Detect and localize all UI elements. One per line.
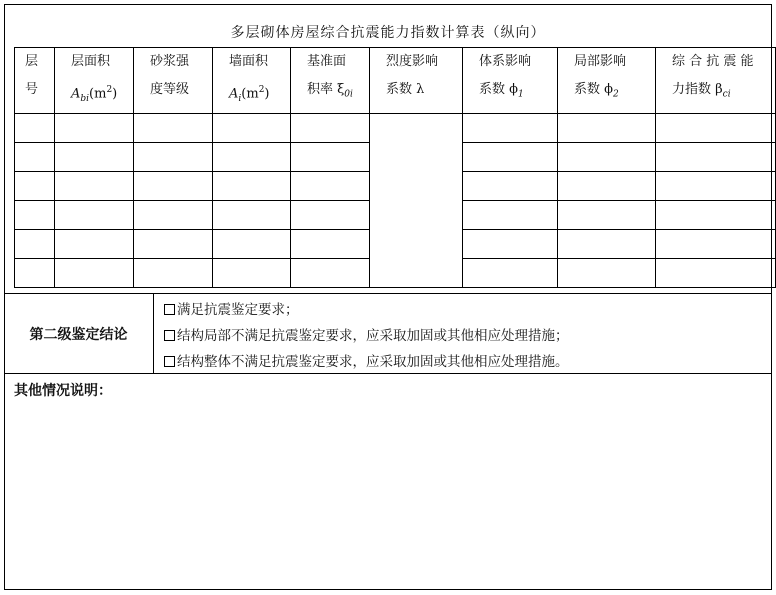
table-cell[interactable]	[656, 171, 776, 200]
table-cell[interactable]	[558, 113, 656, 142]
table-cell[interactable]	[134, 113, 213, 142]
checkbox-icon[interactable]	[164, 330, 175, 341]
table-cell[interactable]	[213, 229, 291, 258]
conclusion-options	[164, 297, 569, 375]
table-cell[interactable]	[55, 229, 134, 258]
table-cell[interactable]	[463, 258, 558, 287]
table-cell[interactable]	[134, 142, 213, 171]
table-cell[interactable]	[463, 229, 558, 258]
table-cell[interactable]	[291, 258, 370, 287]
table-cell[interactable]	[15, 171, 55, 200]
intensity-merged-cell[interactable]	[370, 113, 463, 287]
table-cell[interactable]	[55, 113, 134, 142]
table-cell[interactable]	[558, 258, 656, 287]
table-cell[interactable]	[15, 142, 55, 171]
header-wall-area: 墙面积 $A_i(m^2)$	[213, 48, 291, 114]
table-cell[interactable]	[558, 229, 656, 258]
table-cell[interactable]	[558, 142, 656, 171]
table-cell[interactable]	[213, 113, 291, 142]
table-cell[interactable]	[463, 113, 558, 142]
table-cell[interactable]	[55, 258, 134, 287]
table-cell[interactable]	[15, 113, 55, 142]
conclusion-section	[4, 293, 772, 374]
table-cell[interactable]	[463, 171, 558, 200]
table-cell[interactable]	[213, 171, 291, 200]
table-cell[interactable]	[291, 171, 370, 200]
table-cell[interactable]	[213, 142, 291, 171]
header-intensity-factor: 烈度影响 系数 λ	[370, 48, 463, 114]
table-title: 多层砌体房屋综合抗震能力指数计算表（纵向）	[230, 25, 546, 41]
table-cell[interactable]	[291, 113, 370, 142]
other-notes-label: 其他情况说明：	[14, 383, 112, 399]
table-cell[interactable]	[134, 171, 213, 200]
table-cell[interactable]	[656, 200, 776, 229]
table-cell[interactable]	[15, 200, 55, 229]
table-row	[15, 113, 776, 142]
table-cell[interactable]	[213, 200, 291, 229]
table-cell[interactable]	[656, 258, 776, 287]
table-cell[interactable]	[134, 229, 213, 258]
conclusion-option-local-fail[interactable]: 结构局部不满足抗震鉴定要求，应采取加固或其他相应处理措施；	[164, 323, 569, 349]
checkbox-icon[interactable]	[164, 356, 175, 367]
header-floor-no: 层 号	[15, 48, 55, 114]
conclusion-option-meets[interactable]: 满足抗震鉴定要求；	[164, 297, 569, 323]
header-system-factor: 体系影响 系数 $\phi_1$	[463, 48, 558, 114]
table-cell[interactable]	[291, 229, 370, 258]
table-cell[interactable]	[558, 200, 656, 229]
table-cell[interactable]	[134, 258, 213, 287]
header-local-factor: 局部影响 系数 $\phi_2$	[558, 48, 656, 114]
table-cell[interactable]	[656, 113, 776, 142]
header-row	[15, 48, 776, 114]
table-cell[interactable]	[55, 200, 134, 229]
table-cell[interactable]	[656, 229, 776, 258]
table-cell[interactable]	[15, 229, 55, 258]
table-cell[interactable]	[15, 258, 55, 287]
table-cell[interactable]	[291, 200, 370, 229]
table-cell[interactable]	[134, 200, 213, 229]
checkbox-icon[interactable]	[164, 304, 175, 315]
header-mortar-grade: 砂浆强 度等级	[134, 48, 213, 114]
header-floor-area: 层面积 $A_{bi}(m^2)$	[55, 48, 134, 114]
conclusion-option-global-fail[interactable]: 结构整体不满足抗震鉴定要求，应采取加固或其他相应处理措施。	[164, 349, 569, 375]
table-cell[interactable]	[656, 142, 776, 171]
conclusion-label: 第二级鉴定结论	[4, 294, 154, 373]
header-seismic-index: 综 合 抗 震 能 力指数 $\beta_{ci}$	[656, 48, 776, 114]
calculation-table	[14, 47, 776, 288]
table-cell[interactable]	[463, 200, 558, 229]
table-cell[interactable]	[558, 171, 656, 200]
table-cell[interactable]	[291, 142, 370, 171]
table-cell[interactable]	[55, 142, 134, 171]
table-cell[interactable]	[463, 142, 558, 171]
table-cell[interactable]	[55, 171, 134, 200]
table-cell[interactable]	[213, 258, 291, 287]
header-base-area-ratio: 基准面 积率 $\xi_{0i}$	[291, 48, 370, 114]
